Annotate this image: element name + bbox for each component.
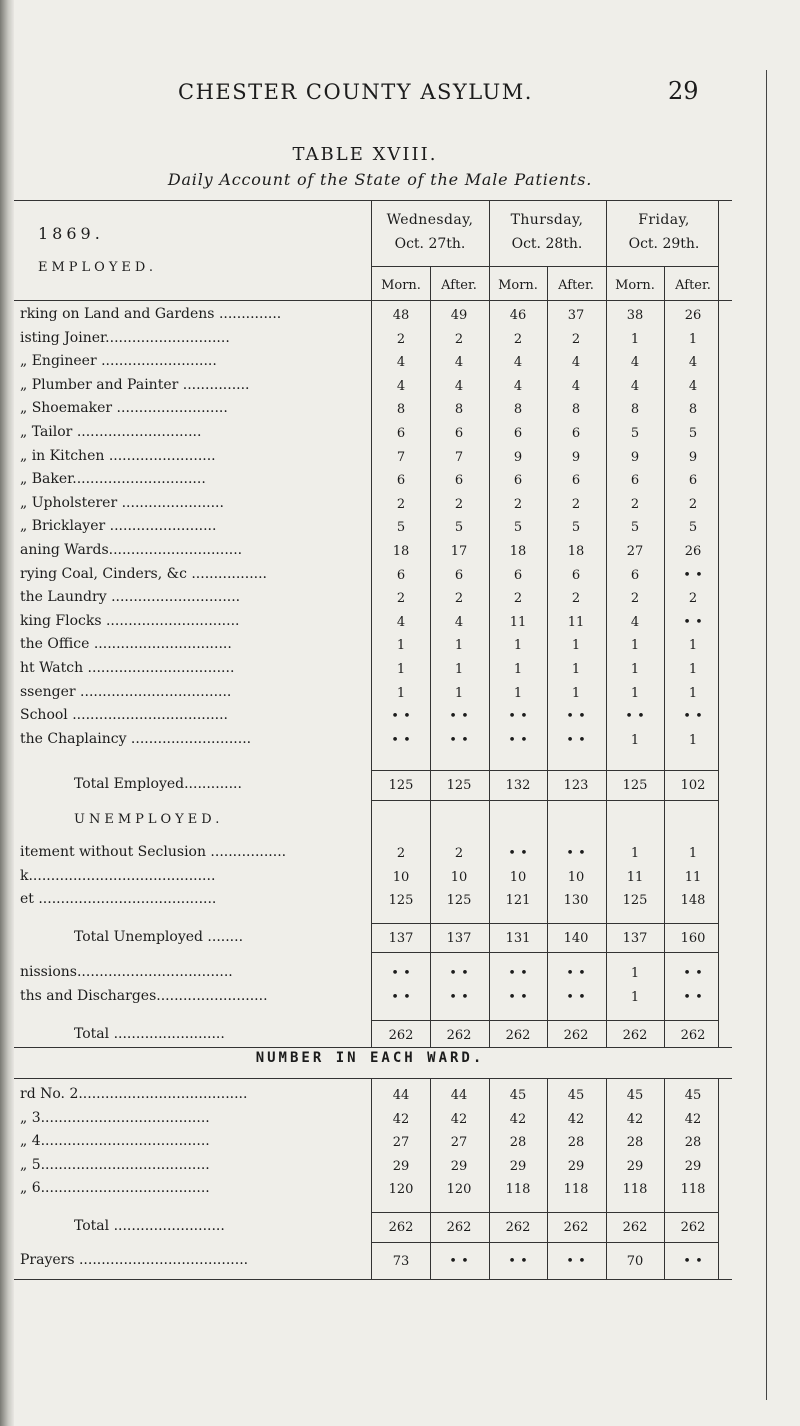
employed-row-value: 6: [396, 567, 406, 583]
employed-row-value: 6: [571, 426, 581, 441]
unemployed-row-value: 130: [563, 893, 589, 909]
employed-row-label: „ Engineer ..........................: [20, 353, 217, 370]
employed-row-value: • •: [508, 732, 528, 748]
running-head-title: CHESTER COUNTY ASYLUM.: [178, 80, 533, 104]
employed-row-value: 1: [571, 685, 581, 701]
employed-row-value: 1: [630, 685, 640, 701]
employed-row-label: „ Bricklayer ........................: [20, 518, 217, 535]
employed-row-value: 4: [688, 378, 698, 394]
employed-row-value: 5: [571, 520, 581, 536]
page-number: 29: [668, 77, 699, 105]
total-employed-row-value: 102: [680, 778, 706, 794]
employed-row-value: 4: [396, 355, 406, 371]
total-bottom-rule: [372, 800, 718, 801]
movement-row-value: • •: [508, 966, 528, 982]
employed-row-value: • •: [566, 732, 586, 748]
column-rule: [430, 1078, 431, 1279]
employed-row-value: 9: [513, 449, 523, 465]
employed-row-value: 1: [688, 685, 698, 701]
employed-row-value: 7: [454, 449, 464, 465]
employed-row-value: 1: [688, 732, 698, 748]
employed-row-label: aning Wards..............................: [20, 542, 243, 558]
movement-row-value: • •: [449, 966, 469, 982]
unemployed-row-label: k..........................................: [20, 867, 216, 884]
employed-row-value: 5: [688, 426, 698, 441]
employed-row-value: 48: [392, 308, 410, 323]
ward-total-row-value: 262: [505, 1220, 531, 1235]
header-bottom-rule: [14, 300, 732, 301]
employed-row-value: 2: [454, 591, 464, 607]
unemployed-heading: UNEMPLOYED.: [74, 812, 224, 827]
employed-row-value: 8: [513, 402, 523, 418]
grand-total-row-value: 262: [622, 1027, 648, 1043]
employed-row-value: 2: [571, 496, 581, 512]
table-title: TABLE XVIII.: [292, 144, 438, 165]
employed-row-value: 18: [567, 544, 585, 559]
employed-row-value: 1: [454, 638, 464, 654]
employed-row-value: 2: [688, 496, 698, 512]
unemployed-row-value: 125: [446, 893, 472, 909]
ward-row-value: 27: [392, 1135, 410, 1151]
employed-row-value: 2: [513, 496, 523, 512]
employed-row-value: 26: [684, 544, 702, 559]
employed-row-value: 11: [567, 614, 585, 630]
day-date-header: Oct. 27th.: [394, 236, 466, 252]
employed-row-value: 8: [630, 402, 640, 418]
unemployed-row-value: 11: [684, 869, 702, 885]
total-unemployed-row-value: 140: [563, 930, 589, 946]
total-employed-row-value: 125: [388, 778, 414, 794]
unemployed-row-value: 10: [450, 869, 468, 885]
employed-row-value: 2: [513, 331, 523, 347]
ward-row-value: 45: [626, 1088, 644, 1103]
employed-row-value: 6: [513, 567, 523, 583]
unemployed-row-label: itement without Seclusion .................: [20, 844, 287, 860]
employed-row-value: 6: [454, 473, 464, 489]
employed-row-value: 46: [509, 308, 527, 323]
employed-row-label: „ Baker..............................: [20, 471, 206, 488]
employed-row-value: 6: [396, 426, 406, 441]
table-subtitle: Daily Account of the State of the Male Patients.: [167, 170, 593, 189]
employed-row-value: • •: [391, 709, 411, 725]
prayers-row-value: • •: [683, 1253, 703, 1269]
employed-row-value: 27: [626, 544, 644, 559]
movement-row-value: • •: [391, 966, 411, 982]
employed-row-value: • •: [449, 732, 469, 748]
employed-row-value: 2: [396, 496, 406, 512]
employed-row-value: 1: [454, 662, 464, 677]
employed-row-value: 6: [513, 426, 523, 441]
employed-row-label: king Flocks ..............................: [20, 612, 240, 629]
employed-row-value: 5: [454, 520, 464, 536]
employed-row-value: 6: [571, 567, 581, 583]
total-top-rule: [372, 1020, 718, 1021]
unemployed-row-value: 1: [688, 846, 698, 861]
column-rule: [371, 1078, 372, 1279]
unemployed-row-value: 2: [396, 846, 406, 861]
grand-total-row-value: 262: [680, 1027, 706, 1043]
employed-row-value: 2: [396, 591, 406, 607]
employed-row-value: 37: [567, 308, 585, 323]
employed-row-value: 6: [688, 473, 698, 489]
column-rule: [430, 266, 431, 1047]
employed-row-label: the Chaplaincy ...........................: [20, 730, 252, 747]
employed-row-value: 2: [571, 331, 581, 347]
employed-row-label: „ Plumber and Painter ...............: [20, 376, 250, 393]
total-unemployed-row-value: 137: [622, 930, 648, 946]
subheader-label: Morn.: [381, 278, 421, 293]
ward-row-value: 45: [567, 1088, 585, 1103]
total-unemployed-row-label: Total Unemployed ........: [74, 928, 244, 945]
employed-row-value: 4: [630, 355, 640, 371]
unemployed-row-value: 1: [630, 846, 640, 861]
employed-row-value: 17: [450, 544, 468, 559]
movement-row-value: • •: [449, 990, 469, 1005]
ward-row-value: 29: [684, 1158, 702, 1174]
movement-row-value: • •: [683, 990, 703, 1005]
employed-row-value: 9: [571, 449, 581, 465]
employed-row-value: • •: [449, 709, 469, 725]
day-date-header: Oct. 29th.: [628, 236, 700, 252]
employed-row-value: 1: [396, 662, 406, 677]
unemployed-row-value: 121: [505, 893, 531, 909]
employed-row-value: 6: [630, 473, 640, 489]
employed-row-value: • •: [683, 567, 703, 583]
employed-heading: EMPLOYED.: [38, 260, 158, 275]
ward-row-label: „ 4......................................: [20, 1133, 210, 1150]
ward-row-value: 42: [509, 1111, 527, 1127]
page-edge-rule: [766, 70, 767, 1400]
employed-row-value: 4: [513, 378, 523, 394]
subheader-label: After.: [675, 278, 711, 293]
ward-total-row-value: 262: [680, 1220, 706, 1235]
total-top-rule: [372, 923, 718, 924]
total-employed-row-value: 125: [446, 778, 472, 794]
total-top-rule: [372, 770, 718, 771]
employed-row-value: • •: [508, 709, 528, 725]
unemployed-row-value: • •: [566, 846, 586, 861]
grand-total-row-value: 262: [563, 1027, 589, 1043]
ward-row-label: „ 6......................................: [20, 1180, 210, 1197]
unemployed-row-value: 2: [454, 846, 464, 861]
employed-row-value: 1: [630, 662, 640, 677]
employed-row-value: 26: [684, 308, 702, 323]
employed-row-label: School ...................................: [20, 707, 228, 724]
employed-row-value: 2: [630, 496, 640, 512]
employed-row-value: 4: [630, 378, 640, 394]
ward-row-value: 118: [622, 1182, 648, 1198]
employed-row-label: „ Tailor ............................: [20, 424, 202, 440]
prayers-row-value: • •: [508, 1253, 528, 1269]
employed-row-value: 1: [571, 662, 581, 677]
employed-row-label: ht Watch .................................: [20, 660, 235, 676]
employed-row-value: 2: [396, 331, 406, 347]
column-rule: [718, 200, 719, 1047]
ward-total-row-value: 262: [622, 1220, 648, 1235]
employed-row-value: 2: [454, 496, 464, 512]
total-unemployed-row-value: 137: [388, 930, 414, 946]
ward-row-label: rd No. 2......................................: [20, 1086, 248, 1102]
employed-row-value: 5: [688, 520, 698, 536]
ward-row-value: 29: [509, 1158, 527, 1174]
ward-row-value: 120: [388, 1182, 414, 1198]
unemployed-row-label: et ........................................: [20, 891, 217, 908]
day-name-header: Friday,: [638, 212, 690, 228]
employed-row-label: „ Upholsterer .......................: [20, 494, 224, 511]
ward-row-value: 45: [509, 1088, 527, 1103]
prayers-row-value: 73: [392, 1253, 410, 1269]
employed-row-value: 1: [630, 638, 640, 654]
ward-row-value: 29: [450, 1158, 468, 1174]
employed-row-value: 6: [396, 473, 406, 489]
employed-row-value: 1: [454, 685, 464, 701]
movement-row-value: 1: [630, 990, 640, 1005]
employed-row-value: 4: [454, 355, 464, 371]
ward-row-value: 28: [626, 1135, 644, 1151]
employed-row-value: 1: [688, 638, 698, 654]
employed-row-value: 6: [571, 473, 581, 489]
employed-row-value: 38: [626, 308, 644, 323]
column-rule: [547, 1078, 548, 1279]
total-employed-row-value: 123: [563, 778, 589, 794]
ward-row-label: „ 3......................................: [20, 1109, 210, 1126]
total-unemployed-row-value: 137: [446, 930, 472, 946]
ward-row-value: 120: [446, 1182, 472, 1198]
employed-row-value: 9: [630, 449, 640, 465]
total-employed-row-value: 125: [622, 778, 648, 794]
employed-row-value: 6: [630, 567, 640, 583]
block-bottom-rule: [14, 1047, 732, 1048]
employed-row-value: 2: [454, 331, 464, 347]
employed-row-value: 5: [630, 520, 640, 536]
employed-row-value: 11: [509, 614, 527, 630]
total-unemployed-row-value: 131: [505, 930, 531, 946]
employed-row-value: 1: [688, 662, 698, 677]
ward-row-value: 118: [505, 1182, 531, 1198]
ward-total-row-value: 262: [563, 1220, 589, 1235]
ward-row-value: 29: [626, 1158, 644, 1174]
ward-row-value: 42: [626, 1111, 644, 1127]
ward-row-value: 42: [392, 1111, 410, 1127]
employed-row-value: 4: [396, 614, 406, 630]
movement-row-value: • •: [683, 966, 703, 982]
employed-row-value: 1: [513, 685, 523, 701]
employed-row-value: 4: [571, 378, 581, 394]
movement-row-value: • •: [566, 990, 586, 1005]
subheader-label: After.: [558, 278, 594, 293]
movement-row-label: ths and Discharges.........................: [20, 988, 268, 1004]
employed-row-value: 2: [630, 591, 640, 607]
employed-row-value: 6: [454, 426, 464, 441]
ward-banner: NUMBER IN EACH WARD.: [255, 1050, 485, 1066]
total-employed-row-value: 132: [505, 778, 531, 794]
ward-total-row-value: 262: [388, 1220, 414, 1235]
ward-row-value: 45: [684, 1088, 702, 1103]
ward-row-value: 27: [450, 1135, 468, 1151]
employed-row-value: 5: [513, 520, 523, 536]
movement-row-value: • •: [508, 990, 528, 1005]
book-binding-edge: [0, 0, 14, 1426]
employed-row-value: • •: [625, 709, 645, 725]
column-rule: [606, 1078, 607, 1279]
grand-total-row-value: 262: [446, 1027, 472, 1043]
total-bottom-rule: [372, 1242, 718, 1243]
employed-row-value: 2: [513, 591, 523, 607]
subheader-rule: [372, 266, 718, 267]
employed-row-value: 2: [571, 591, 581, 607]
ward-row-value: 42: [684, 1111, 702, 1127]
movement-row-value: 1: [630, 966, 640, 982]
ward-top-rule: [14, 1078, 732, 1079]
employed-row-value: 18: [509, 544, 527, 559]
unemployed-row-value: 148: [680, 893, 706, 909]
ward-total-row-value: 262: [446, 1220, 472, 1235]
day-name-header: Wednesday,: [386, 212, 474, 228]
employed-row-value: 6: [454, 567, 464, 583]
prayers-row-value: 70: [626, 1253, 644, 1269]
table-top-rule: [14, 200, 732, 201]
ward-row-value: 28: [509, 1135, 527, 1151]
unemployed-row-value: 125: [388, 893, 414, 909]
movement-row-value: • •: [566, 966, 586, 982]
column-rule: [664, 266, 665, 1047]
subheader-label: After.: [441, 278, 477, 293]
employed-row-value: 1: [513, 638, 523, 654]
movement-row-value: • •: [391, 990, 411, 1005]
day-date-header: Oct. 28th.: [511, 236, 583, 252]
employed-row-value: 8: [688, 402, 698, 418]
total-employed-row-label: Total Employed.............: [74, 776, 242, 793]
employed-row-value: 1: [630, 732, 640, 748]
employed-row-label: rking on Land and Gardens ..............: [20, 306, 282, 322]
prayers-row-label: Prayers ......................................: [20, 1251, 249, 1268]
employed-row-value: 1: [688, 331, 698, 347]
ward-row-value: 118: [680, 1182, 706, 1198]
column-rule: [606, 200, 607, 1047]
day-name-header: Thursday,: [510, 212, 584, 228]
unemployed-row-value: 10: [392, 869, 410, 885]
ward-row-value: 28: [684, 1135, 702, 1151]
grand-total-row-value: 262: [505, 1027, 531, 1043]
ward-row-value: 28: [567, 1135, 585, 1151]
total-top-rule: [372, 1212, 718, 1213]
unemployed-row-value: 11: [626, 869, 644, 885]
employed-row-value: 5: [630, 426, 640, 441]
ward-total-row-label: Total .........................: [74, 1218, 225, 1234]
column-rule: [664, 1078, 665, 1279]
employed-row-value: 4: [630, 614, 640, 630]
unemployed-row-value: 125: [622, 893, 648, 909]
employed-row-value: 8: [571, 402, 581, 418]
grand-total-row-value: 262: [388, 1027, 414, 1043]
unemployed-row-value: • •: [508, 846, 528, 861]
employed-row-value: • •: [683, 614, 703, 630]
ward-row-value: 42: [567, 1111, 585, 1127]
movement-row-label: nissions...................................: [20, 964, 233, 981]
employed-row-value: 7: [396, 449, 406, 465]
employed-row-label: isting Joiner............................: [20, 329, 230, 346]
ward-row-label: „ 5......................................: [20, 1156, 210, 1173]
employed-row-value: 1: [571, 638, 581, 654]
ward-row-value: 44: [392, 1088, 410, 1103]
unemployed-row-value: 10: [567, 869, 585, 885]
employed-row-label: the Office ...............................: [20, 636, 232, 653]
column-rule: [547, 266, 548, 1047]
employed-row-label: „ in Kitchen ........................: [20, 447, 216, 464]
employed-row-value: 18: [392, 544, 410, 559]
employed-row-value: 6: [513, 473, 523, 489]
employed-row-value: 4: [571, 355, 581, 371]
employed-row-value: 4: [454, 614, 464, 630]
employed-row-value: 8: [454, 402, 464, 418]
column-rule: [371, 200, 372, 1047]
prayers-row-value: • •: [449, 1253, 469, 1269]
employed-row-value: • •: [566, 709, 586, 725]
employed-row-value: 1: [396, 638, 406, 654]
ward-row-value: 29: [392, 1158, 410, 1174]
employed-row-value: 49: [450, 308, 468, 323]
total-bottom-rule: [372, 952, 718, 953]
employed-row-label: „ Shoemaker .........................: [20, 400, 228, 417]
ward-row-value: 44: [450, 1088, 468, 1103]
subheader-label: Morn.: [498, 278, 538, 293]
column-rule: [489, 1078, 490, 1279]
employed-row-value: 1: [630, 331, 640, 347]
running-head: [0, 77, 800, 112]
unemployed-row-value: 10: [509, 869, 527, 885]
ward-row-value: 42: [450, 1111, 468, 1127]
employed-row-value: 4: [454, 378, 464, 394]
employed-row-value: • •: [683, 709, 703, 725]
employed-row-value: 9: [688, 449, 698, 465]
employed-row-label: ssenger ..................................: [20, 683, 232, 700]
employed-row-value: 4: [396, 378, 406, 394]
prayers-row-value: • •: [566, 1253, 586, 1269]
subheader-label: Morn.: [615, 278, 655, 293]
employed-row-value: 5: [396, 520, 406, 536]
total-unemployed-row-value: 160: [680, 930, 706, 946]
employed-row-label: the Laundry .............................: [20, 589, 241, 606]
table-bottom-rule: [14, 1279, 732, 1280]
employed-row-value: 8: [396, 402, 406, 418]
employed-row-value: 4: [513, 355, 523, 371]
ward-row-value: 118: [563, 1182, 589, 1198]
employed-row-value: 2: [688, 591, 698, 607]
grand-total-row-label: Total .........................: [74, 1025, 225, 1042]
employed-row-value: 1: [396, 685, 406, 701]
employed-row-value: 1: [513, 662, 523, 677]
employed-row-label: rying Coal, Cinders, &c .................: [20, 565, 268, 582]
column-rule: [718, 1078, 719, 1279]
employed-row-value: 4: [688, 355, 698, 371]
year-heading: 1869.: [38, 224, 104, 243]
column-rule: [489, 200, 490, 1047]
ward-row-value: 29: [567, 1158, 585, 1174]
employed-row-value: • •: [391, 732, 411, 748]
